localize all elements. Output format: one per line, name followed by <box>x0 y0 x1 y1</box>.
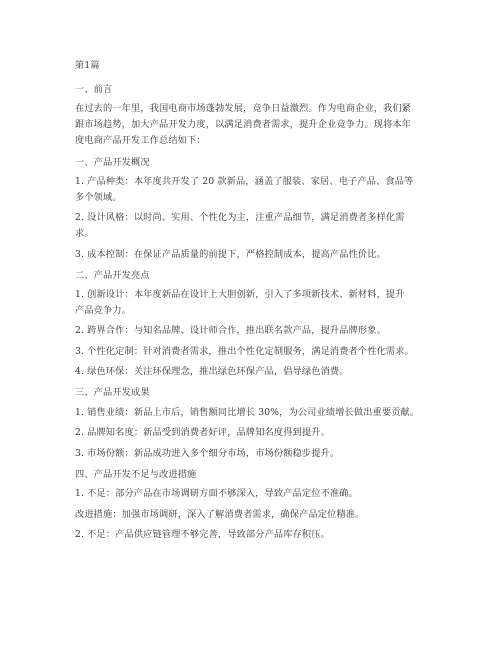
paragraph-line: 1. 销售业绩：新品上市后，销售额同比增长 30%，为公司业绩增长做出重要贡献。 <box>75 407 420 418</box>
paragraph-line: 改进措施：加强市场调研，深入了解消费者需求，确保产品定位精准。 <box>75 509 365 520</box>
section-heading: 四、产品开发不足与改进措施 <box>75 469 197 480</box>
paragraph-line: 1. 创新设计：本年度新品在设计上大胆创新，引入了多项新技术、新材料，提升 <box>75 289 405 300</box>
section-heading: 二、产品开发亮点 <box>75 270 150 281</box>
paragraph-line: 1. 不足：部分产品在市场调研方面不够深入，导致产品定位不准确。 <box>75 488 358 499</box>
paragraph-line: 1. 产品种类：本年度共开发了 20 款新品，涵盖了服装、家居、电子产品、食品等 <box>75 176 414 187</box>
paragraph-line: 2. 设计风格：以时尚、实用、个性化为主，注重产品细节，满足消费者多样化需 <box>75 212 405 223</box>
paragraph-line: 3. 市场份额：新品成功进入多个细分市场，市场份额稳步提升。 <box>75 448 340 459</box>
section-heading: 一、产品开发概况 <box>75 157 150 168</box>
part-label: 第1篇 <box>75 60 100 71</box>
paragraph-line: 求。 <box>75 228 94 239</box>
paragraph-line: 跟市场趋势，加大产品开发力度，以满足消费者需求，提升企业竞争力。现将本年 <box>75 119 412 130</box>
section-heading: 三、产品开发成果 <box>75 387 150 398</box>
section-heading: 一、前言 <box>75 84 113 95</box>
paragraph-line: 在过去的一年里，我国电商市场蓬勃发展，竞争日益激烈。作为电商企业，我们紧 <box>75 103 412 114</box>
paragraph-line: 3. 成本控制：在保证产品质量的前提下，严格控制成本，提高产品性价比。 <box>75 249 386 260</box>
paragraph-line: 2. 跨界合作：与知名品牌、设计师合作，推出联名款产品，提升品牌形象。 <box>75 325 386 336</box>
paragraph-line: 2. 品牌知名度：新品受到消费者好评，品牌知名度得到提升。 <box>75 427 330 438</box>
paragraph-line: 4. 绿色环保：关注环保理念，推出绿色环保产品，倡导绿色消费。 <box>75 366 349 377</box>
paragraph-line: 2. 不足：产品供应链管理不够完善，导致部分产品库存积压。 <box>75 529 330 540</box>
paragraph-line: 产品竞争力。 <box>75 305 132 316</box>
paragraph-line: 3. 个性化定制：针对消费者需求，推出个性化定制服务，满足消费者个性化需求。 <box>75 346 414 357</box>
paragraph-line: 度电商产品开发工作总结如下： <box>75 135 206 146</box>
paragraph-line: 多个领域。 <box>75 192 122 203</box>
